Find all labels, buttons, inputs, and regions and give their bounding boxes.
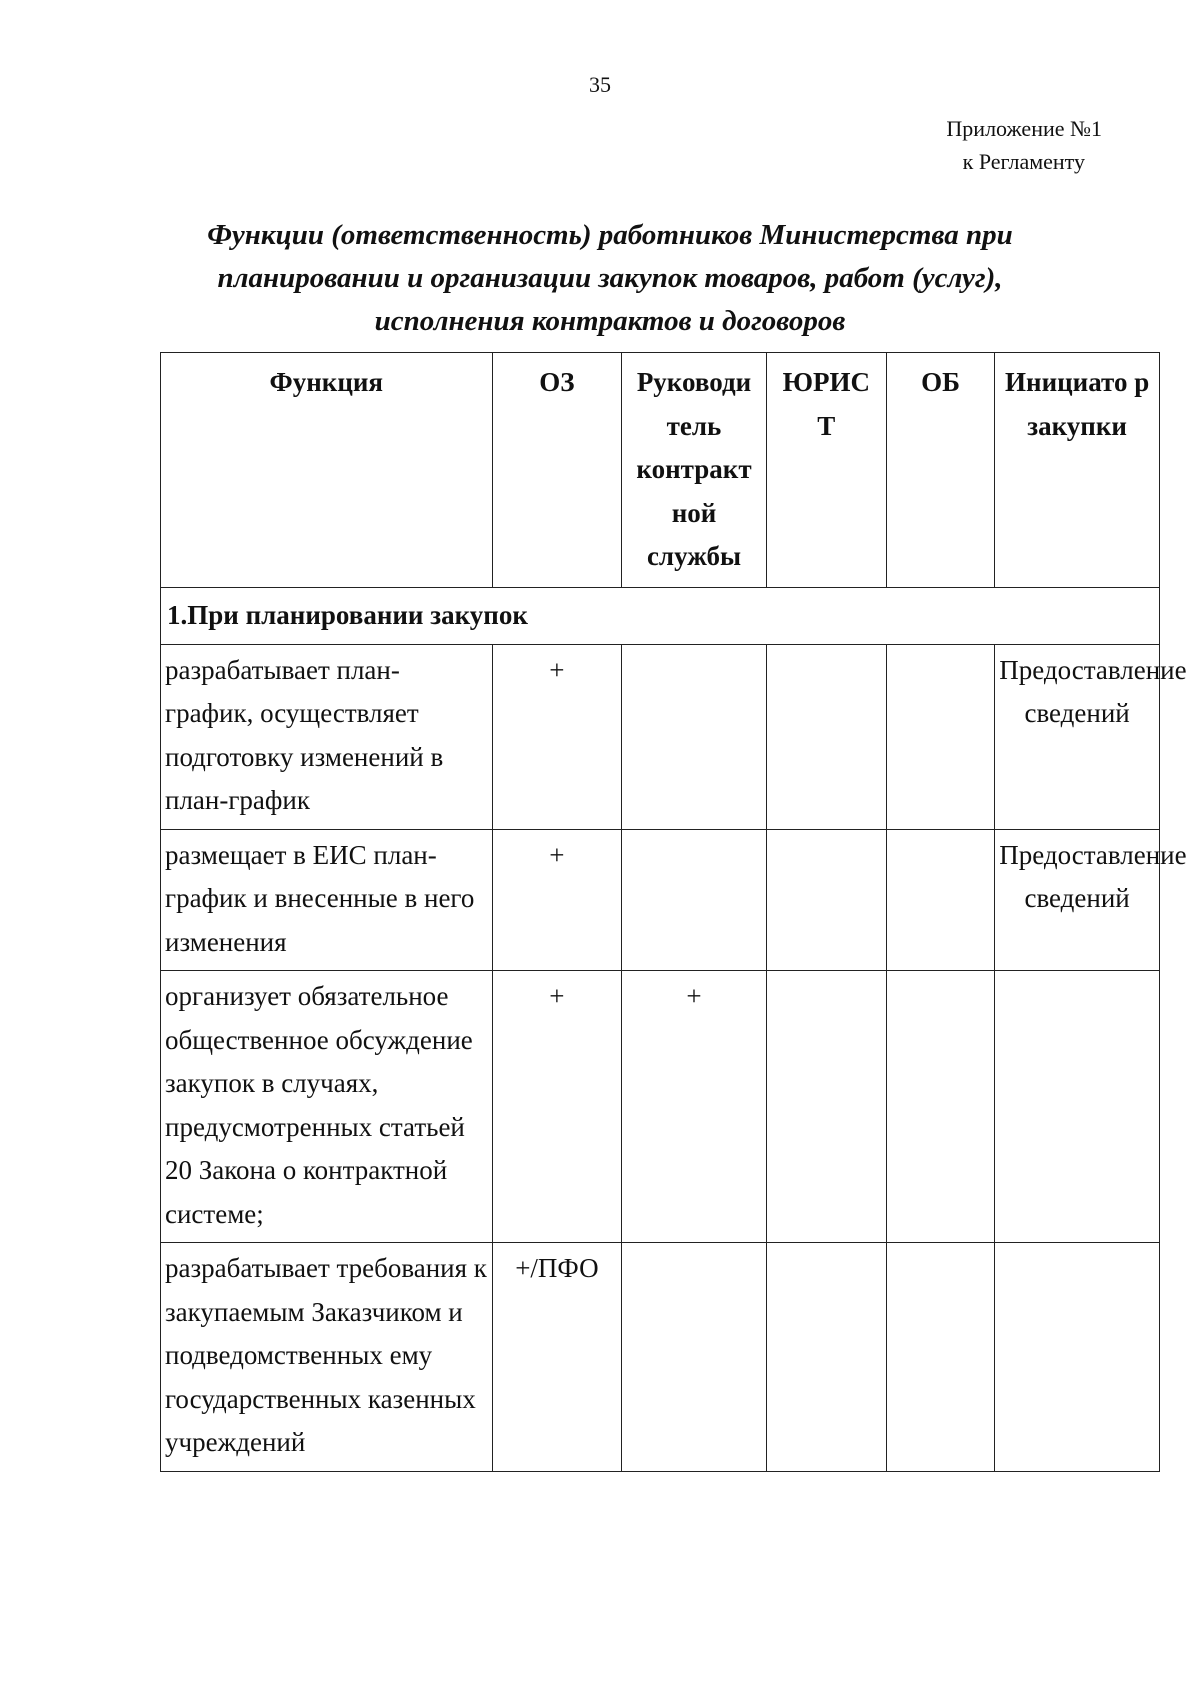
initiator-cell	[995, 971, 1160, 1243]
table-row	[161, 644, 1160, 829]
table-header-row	[161, 353, 1160, 588]
contract-head-cell: +	[622, 971, 767, 1243]
function-cell: разрабатывает требования к закупаемым Заказчиком и подведомственных ему государственных казенных учреждений	[161, 1243, 493, 1472]
contract-head-cell	[622, 829, 767, 971]
lawyer-cell	[766, 1243, 886, 1472]
oz-cell: +	[492, 644, 622, 829]
header-function: Функция	[161, 353, 493, 588]
section-title: 1.При планировании закупок	[161, 588, 1160, 645]
oz-cell: +	[492, 829, 622, 971]
function-cell: организует обязательное общественное обсуждение закупок в случаях, предусмотренных статьей 20 Закона о контрактной системе;	[161, 971, 493, 1243]
initiator-cell: Предоставление сведений	[995, 644, 1160, 829]
ob-cell	[886, 971, 994, 1243]
contract-head-cell	[622, 1243, 767, 1472]
lawyer-cell	[766, 829, 886, 971]
table-row	[161, 971, 1160, 1243]
lawyer-cell	[766, 971, 886, 1243]
functions-table	[160, 352, 1187, 1472]
contract-head-cell	[622, 644, 767, 829]
header-ob: ОБ	[886, 353, 994, 588]
ob-cell	[886, 1243, 994, 1472]
section-row	[161, 588, 1160, 645]
oz-cell: +/ПФО	[492, 1243, 622, 1472]
ob-cell	[886, 829, 994, 971]
initiator-cell: Предоставление сведений	[995, 829, 1160, 971]
appendix-reference: к Регламенту	[962, 149, 1085, 174]
function-cell: размещает в ЕИС план-график и внесенные в него изменения	[161, 829, 493, 971]
header-initiator: Инициато р закупки	[995, 353, 1160, 588]
header-lawyer: ЮРИС Т	[766, 353, 886, 588]
table-row	[161, 1243, 1160, 1472]
function-cell: разрабатывает план-график, осуществляет подготовку изменений в план-график	[161, 644, 493, 829]
table-row	[161, 829, 1160, 971]
page-number: 35	[589, 72, 611, 97]
lawyer-cell	[766, 644, 886, 829]
title-line-1: Функции (ответственность) работников Министерства при	[207, 219, 1013, 251]
initiator-cell	[995, 1243, 1160, 1472]
appendix-title: Приложение №1	[946, 116, 1102, 141]
oz-cell: +	[492, 971, 622, 1243]
title-line-3: исполнения контрактов и договоров	[374, 305, 846, 337]
document-title	[150, 214, 1070, 343]
appendix-note	[902, 112, 1102, 178]
title-line-2: планировании и организации закупок товаров, работ (услуг),	[217, 262, 1003, 294]
header-contract-service-head: Руководи тель контракт ной службы	[622, 353, 767, 588]
header-oz: ОЗ	[492, 353, 622, 588]
ob-cell	[886, 644, 994, 829]
